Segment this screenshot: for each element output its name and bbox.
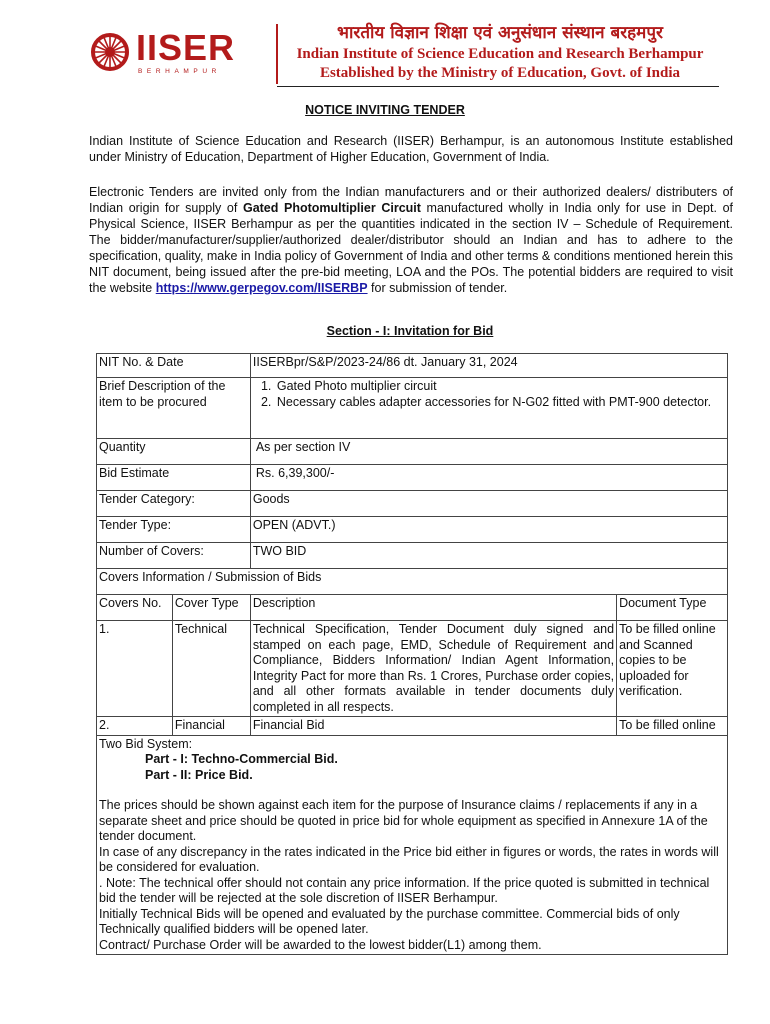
logo-subtext: BERHAMPUR (138, 68, 221, 75)
brief-value (250, 378, 727, 439)
covers-value: TWO BID (250, 543, 727, 569)
col-header-covers-no: Covers No. (97, 595, 173, 621)
table-row (97, 491, 728, 517)
notice-title: NOTICE INVITING TENDER (305, 103, 465, 117)
bid-system-cell (97, 735, 728, 955)
bid-note-prices: The prices should be shown against each item for the purpose of Insurance claims / replacements if any in a separate sheet and price should be quoted in price bid for whole equipment as specified in Annexure 1A of the tender document. (99, 798, 708, 843)
bid-system-label: Two Bid System: (99, 736, 193, 751)
bid-note-evaluation: Initially Technical Bids will be opened and evaluated by the purchase committee. Commercial bids of only Technically qualified bidders will be opened later. (99, 906, 680, 936)
table-row (97, 354, 728, 378)
cover-no: 2. (97, 717, 173, 736)
category-value: Goods (250, 491, 727, 517)
cover-no: 1. (97, 621, 173, 717)
category-label: Tender Category: (97, 491, 251, 517)
portal-link[interactable]: https://www.gerpegov.com/IISERBP (155, 281, 368, 295)
bid-note-technical: . Note: The technical offer should not contain any price information. If the price quoted is submitted in technical bid the tender will be rejected at the sole discretion of IISER Berhampur. (99, 875, 710, 905)
table-row (97, 735, 728, 955)
bid-note-discrepancy: In case of any discrepancy in the rates indicated in the Price bid either in figures or words, the rates in words will be considered for evaluation. (99, 844, 719, 874)
cover-type: Financial (172, 717, 250, 736)
quantity-value: As per section IV (250, 439, 727, 465)
header-divider (276, 24, 278, 84)
col-header-document-type: Document Type (617, 595, 728, 621)
iiser-wheel-logo-icon (90, 32, 130, 72)
list-item: 2. Necessary cables adapter accessories for N-G02 fitted with PMT-900 detector. (275, 395, 725, 411)
logo-wordmark: IISER (136, 27, 236, 68)
col-header-cover-type: Cover Type (172, 595, 250, 621)
institute-name: Indian Institute of Science Education and Research Berhampur (296, 46, 704, 62)
covers-info: Covers Information / Submission of Bids (97, 569, 728, 595)
bid-part-1: Part - I: Techno-Commercial Bid. (145, 752, 338, 766)
type-label: Tender Type: (97, 517, 251, 543)
table-row (97, 543, 728, 569)
table-row (97, 621, 728, 717)
quantity-label: Quantity (97, 439, 251, 465)
tender-text-2: manufactured wholly in India only for use in Dept. of Physical Science, IISER Berhampur as per the quantities indicated in the section IV – Schedule of Requirement. The bidder/manufacturer/supplier/authorized dealer/distributor should an Indian and has to adhere to the specification, quality, make in India policy of Government of India and other terms & conditions mentioned herein this NIT document, being issued after the pre-bid meeting, LOA and the POs. The potential bidders are required to visit the website (89, 201, 734, 295)
invitation-table (96, 353, 728, 955)
nit-value: IISERBpr/S&P/2023-24/86 dt. January 31, 2024 (250, 354, 727, 378)
cover-type: Technical (172, 621, 250, 717)
cover-description: Technical Specification, Tender Document duly signed and stamped on each page, EMD, Schedule of Requirement and Compliance, Bidders Information/ Indian Agent Information, Integrity Pact for more than Rs. 1 Crores, Purchase order copies, and all other formats available in tender documents duly completed in all respects. (250, 621, 616, 717)
table-row (97, 439, 728, 465)
nit-label: NIT No. & Date (97, 354, 251, 378)
cover-doc-type: To be filled online (617, 717, 728, 736)
table-row (97, 569, 728, 595)
header-rule (277, 86, 719, 87)
item-name-bold: Gated Photomultiplier Circuit (242, 201, 421, 215)
bid-note-award: Contract/ Purchase Order will be awarded to the lowest bidder(L1) among them. (99, 937, 542, 952)
table-row (97, 465, 728, 491)
tender-text-1: Electronic Tenders are invited only from the Indian manufacturers and or their authorized dealers/ distributers of Indian origin for supply of (89, 185, 733, 215)
type-value: OPEN (ADVT.) (250, 517, 727, 543)
table-header-row (97, 595, 728, 621)
established-line: Established by the Ministry of Education, Govt. of India (319, 65, 681, 81)
cover-doc-type: To be filled online and Scanned copies to be uploaded for verification. (617, 621, 728, 717)
list-item: 1. Gated Photo multiplier circuit (275, 379, 725, 395)
letterhead (90, 22, 720, 88)
table-row (97, 517, 728, 543)
estimate-value: Rs. 6,39,300/- (250, 465, 727, 491)
covers-label: Number of Covers: (97, 543, 251, 569)
tender-paragraph (89, 184, 733, 296)
cover-description: Financial Bid (250, 717, 616, 736)
bid-part-2: Part - II: Price Bid. (145, 767, 253, 782)
estimate-label: Bid Estimate (97, 465, 251, 491)
section-title: Section - I: Invitation for Bid (326, 324, 494, 338)
brief-label: Brief Description of the item to be procured (97, 378, 251, 439)
intro-paragraph: Indian Institute of Science Education and Research (IISER) Berhampur, is an autonomous Institute established under Ministry of Education, Department of Higher Education, Government of India. (89, 134, 733, 164)
tender-text-3: for submission of tender. (367, 281, 508, 295)
col-header-description: Description (250, 595, 616, 621)
table-row (97, 717, 728, 736)
institute-name-hindi: भारतीय विज्ञान शिक्षा एवं अनुसंधान संस्थान बरहमपुर (337, 23, 663, 43)
table-row (97, 378, 728, 439)
